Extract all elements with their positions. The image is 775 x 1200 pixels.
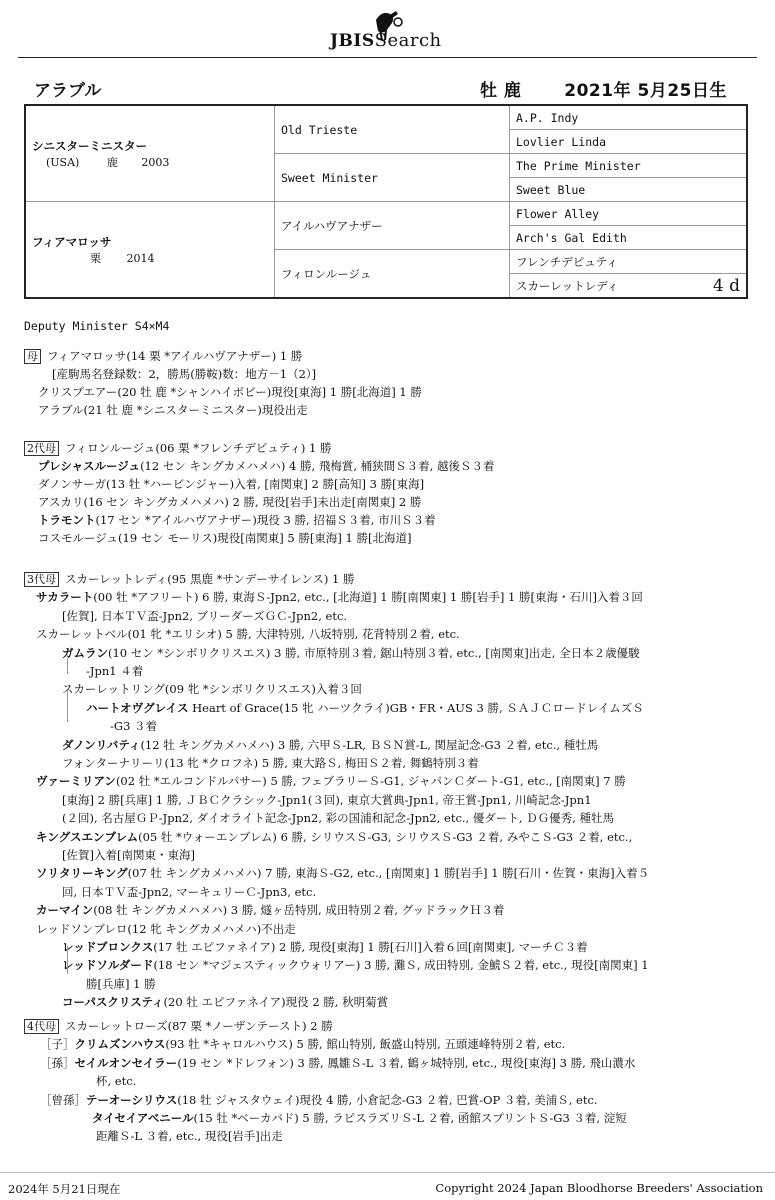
family-line — [110, 718, 157, 734]
black-type-horse[interactable]: カーマイン — [36, 903, 94, 918]
black-type-horse[interactable]: サカラート — [36, 590, 94, 605]
family-line — [24, 440, 331, 456]
line-text: (19 セン *ドレフォン) 3 勝, 鳳雛Ｓ-L ３着, 鶴ヶ城特別, etc., 現役[東海] 3 勝, 飛山濃水 — [177, 1055, 636, 1070]
dd-dam-cell — [510, 274, 748, 299]
line-text: (17 セン *アイルハヴアナザー)現役 3 勝, 招福Ｓ３着, 市川Ｓ３着 — [95, 513, 436, 527]
family-line — [38, 530, 411, 546]
line-text: フィロンルージュ(06 栗 *フレンチデピュティ) 1 勝 — [65, 441, 332, 455]
family-line — [62, 939, 588, 955]
line-text: スカーレットレディ(95 黒鹿 *サンデーサイレンス) 1 勝 — [65, 572, 355, 586]
black-type-horse[interactable]: キングスエンブレム — [36, 829, 139, 844]
line-text: スカーレットベル(01 牝 *エリシオ) 5 勝, 大津特別, 八坂特別, 花背特別２着, etc. — [36, 627, 460, 642]
family-line — [62, 737, 598, 753]
family-line — [36, 865, 649, 881]
ds-dam-cell[interactable]: Arch's Gal Edith — [510, 226, 748, 250]
line-text: (２回), 名古屋ＧＰ-Jpn2, ダイオライト記念-Jpn2, 彩の国浦和記念-Jpn2, etc., 優ダート, ＤＧ優秀, 種牡馬 — [62, 811, 614, 826]
black-type-horse[interactable]: プレシャスルージュ — [38, 459, 141, 473]
indent-bar — [67, 658, 68, 674]
family-line — [86, 976, 156, 992]
line-text: Heart of Grace(15 牝 ハーツクライ)GB・FR・AUS 3 勝, ＳＡＪＣロードレイムズＳ — [188, 700, 644, 715]
footer-copyright: Copyright 2024 Japan Bloodhorse Breeders' Association — [435, 1181, 763, 1195]
horse-sex-color: 牡 鹿 — [480, 81, 522, 101]
family-line — [62, 957, 649, 973]
black-type-horse[interactable]: ガムラン — [62, 645, 108, 660]
line-text: -G3 ３着 — [110, 719, 158, 734]
ss-dam-cell[interactable]: Lovlier Linda — [510, 130, 748, 154]
line-text: (08 牡 キングカメハメハ) 3 勝, 燧ヶ岳特別, 成田特別２着, グッドラックＨ３着 — [93, 903, 505, 918]
family-line — [24, 1018, 333, 1034]
footer-divider — [0, 1172, 775, 1173]
black-type-horse[interactable]: ダノンリバティ — [62, 737, 141, 752]
line-text: -Jpn1 ４着 — [86, 664, 144, 678]
family-line — [38, 476, 424, 492]
family-line — [62, 810, 614, 826]
inbreeding-note: Deputy Minister S4×M4 — [24, 319, 170, 333]
dam-name[interactable]: フィアマロッサ — [32, 234, 112, 249]
sire-sire-cell[interactable]: Old Trieste — [275, 105, 510, 154]
horse-birth: 2021年 5月25日生 — [564, 81, 727, 101]
dam-dam-cell[interactable]: フィロンルージュ — [275, 250, 510, 299]
line-text: [産駒馬名登録数：2，勝馬(勝鞍)数：地方－1（2）] — [52, 367, 317, 381]
indent-bar — [67, 946, 68, 974]
family-line — [24, 571, 355, 587]
family-line — [36, 773, 626, 789]
family-line — [96, 1073, 136, 1089]
line-text: スカーレットローズ(87 栗 *ノーザンテースト) 2 勝 — [65, 1019, 333, 1033]
family-line — [52, 366, 316, 382]
ss-sire-cell[interactable]: A.P. Indy — [510, 105, 748, 130]
line-text: (17 牡 エピファネイア) 2 勝, 現役[東海] 1 勝[石川]入着６回[南関東], マーチＣ３着 — [153, 940, 588, 954]
line-text: クリスプエアー(20 牡 鹿 *シャンハイボビー)現役[東海] 1 勝[北海道] 1 勝 — [38, 385, 422, 399]
relation-label: ［曾孫］ — [40, 1092, 86, 1107]
line-text: (18 セン *マジェスティックウォリアー) 3 勝, 灘Ｓ, 成田特別, 金鯱Ｓ２着, etc., 現役[南関東] 1 — [153, 958, 649, 973]
family-line — [62, 645, 640, 661]
line-text: アラブル(21 牡 鹿 *シニスターミニスター)現役出走 — [38, 403, 308, 417]
family-line — [40, 1055, 635, 1071]
family-code: 4 d — [712, 276, 740, 296]
dam-cell — [25, 202, 275, 299]
sd-sire-cell[interactable]: The Prime Minister — [510, 154, 748, 178]
black-type-horse[interactable]: コーパスクリスティ — [62, 995, 164, 1010]
line-text: フィアマロッサ(14 栗 *アイルハヴアナザー) 1 勝 — [47, 349, 303, 363]
line-text: 回, 日本ＴＶ盃-Jpn2, マーキュリーＣ-Jpn3, etc. — [62, 884, 317, 899]
dam-sire-cell[interactable]: アイルハヴアナザー — [275, 202, 510, 250]
footer-date: 2024年 5月21日現在 — [8, 1182, 121, 1196]
line-text: (93 牡 *キャロルハウス) 5 勝, 館山特別, 飯盛山特別, 五頭連峰特別２着, etc. — [165, 1037, 566, 1052]
line-text: (07 牡 キングカメハメハ) 7 勝, 東海Ｓ-G2, etc., [南関東] 1 勝[岩手] 1 勝[石川・佐賀・東海]入着５ — [127, 866, 650, 881]
line-text: (10 セン *シンボリクリスエス) 3 勝, 市原特別３着, 鋸山特別３着, etc., [南関東]出走, 全日本２歳優駿 — [108, 645, 640, 660]
horse-name: アラブル — [34, 81, 102, 101]
black-type-horse[interactable]: セイルオンセイラー — [74, 1055, 178, 1070]
black-type-horse[interactable]: レッドソルダード — [62, 958, 154, 973]
ds-sire-cell[interactable]: Flower Alley — [510, 202, 748, 226]
pedigree-table — [24, 104, 748, 299]
line-text: (12 セン キングカメハメハ) 4 勝, 飛梅賞, 桶狭間Ｓ３着, 越後Ｓ３着 — [140, 459, 495, 473]
line-text: (18 牡 ジャスタウェイ)現役 4 勝, 小倉記念-G3 ２着, 巴賞-OP ３着, 美浦Ｓ, etc. — [177, 1092, 598, 1107]
dd-sire-cell[interactable]: フレンチデピュティ — [510, 250, 748, 274]
relation-label: ［孫］ — [40, 1055, 75, 1070]
line-text: (02 牡 *エルコンドルパサー) 5 勝, フェブラリーＳ-G1, ジャパンＣダート-G1, etc., [南関東] 7 勝 — [115, 774, 626, 789]
line-text: フォンターナリーリ(13 牝 *クロフネ) 5 勝, 東大路Ｓ, 梅田Ｓ２着, 舞鶴特別３着 — [62, 756, 479, 770]
family-line — [24, 348, 302, 364]
line-text: 距離Ｓ-L ３着, etc., 現役[岩手]出走 — [96, 1129, 283, 1144]
family-line — [62, 608, 347, 624]
black-type-horse[interactable]: トラモント — [38, 513, 96, 527]
family-line — [86, 663, 143, 679]
line-text: [佐賀]入着[南関東・東海] — [62, 848, 195, 862]
generation-tag: 3代母 — [24, 572, 59, 587]
generation-tag: 2代母 — [24, 441, 59, 456]
dd-dam-name[interactable]: スカーレットレディ — [516, 278, 619, 293]
sire-info: (USA) 鹿 2003 — [46, 155, 170, 169]
family-line — [62, 994, 388, 1010]
family-line — [38, 402, 308, 418]
family-line — [96, 1128, 283, 1144]
logo-search: Search — [374, 30, 442, 51]
black-type-horse[interactable]: ヴァーミリアン — [36, 774, 116, 789]
family-line — [36, 589, 643, 605]
line-text: (00 牡 *アフリート) 6 勝, 東海Ｓ-Jpn2, etc., [北海道] 1 勝[南関東] 1 勝[岩手] 1 勝[東海・石川]入着３回 — [93, 590, 643, 605]
family-line — [36, 829, 632, 845]
family-line — [62, 792, 592, 808]
family-line — [40, 1036, 565, 1052]
generation-tag: 4代母 — [24, 1019, 59, 1034]
line-text: (20 牡 エピファネイア)現役 2 勝, 秋明菊賞 — [163, 995, 389, 1010]
line-text: アスカリ(16 セン キングカメハメハ) 2 勝, 現役[岩手]未出走[南関東] 2 勝 — [38, 495, 422, 509]
black-type-horse[interactable]: ソリタリーキング — [36, 866, 128, 881]
family-line — [38, 384, 422, 400]
line-text: レッドソンブレロ(12 牝 キングカメハメハ)不出走 — [36, 921, 296, 936]
family-line — [36, 902, 504, 918]
line-text: (05 牡 *ウォーエンブレム) 6 勝, シリウスＳ-G3, シリウスＳ-G3 ２着, みやこＳ-G3 ２着, etc., — [138, 829, 633, 844]
family-line — [36, 921, 296, 937]
header-divider — [18, 57, 757, 58]
family-line — [38, 494, 421, 510]
dam-info: 栗 2014 — [90, 251, 155, 265]
family-line — [38, 458, 494, 474]
family-line — [36, 626, 460, 642]
family-line — [86, 700, 644, 716]
relation-label: ［子］ — [40, 1037, 75, 1052]
black-type-horse[interactable]: レッドブロンクス — [62, 940, 154, 954]
line-text: ダノンサーガ(13 牡 *ハービンジャー)入着, [南関東] 2 勝[高知] 3 勝[東海] — [38, 477, 425, 491]
black-type-horse[interactable]: テーオーシリウス — [86, 1092, 178, 1107]
line-text: [東海] 2 勝[兵庫] 1 勝, ＪＢＣクラシック-Jpn1(３回), 東京大賞典-Jpn1, 帝王賞-Jpn1, 川崎記念-Jpn1 — [62, 792, 592, 807]
family-line — [62, 884, 316, 900]
black-type-horse[interactable]: タイセイアベニール — [92, 1111, 194, 1125]
family-line — [92, 1110, 627, 1126]
sd-dam-cell[interactable]: Sweet Blue — [510, 178, 748, 202]
black-type-horse[interactable]: ハートオヴグレイス — [86, 700, 189, 715]
indent-bar — [67, 690, 68, 722]
sire-dam-cell[interactable]: Sweet Minister — [275, 154, 510, 202]
line-text: (12 牡 キングカメハメハ) 3 勝, 六甲Ｓ-LR, ＢＳＮ賞-L, 関屋記念-G3 ２着, etc., 種牡馬 — [140, 737, 599, 752]
line-text: 勝[兵庫] 1 勝 — [86, 976, 156, 991]
line-text: スカーレットリング(09 牝 *シンボリクリスエス)入着３回 — [62, 682, 362, 697]
logo-text — [330, 30, 442, 51]
family-line — [62, 755, 479, 771]
sire-cell — [25, 105, 275, 202]
logo-jbis: JBIS — [330, 31, 375, 51]
horse-meta — [480, 76, 727, 101]
line-text: (15 牡 *ベーカバド) 5 勝, ラピスラズリＳ-L ２着, 函館スプリントＳ-G3 ３着, 淀短 — [193, 1111, 627, 1125]
family-line — [40, 1092, 598, 1108]
line-text: [佐賀], 日本ＴＶ盃-Jpn2, ブリーダーズＧＣ-Jpn2, etc. — [62, 608, 348, 623]
sire-name[interactable]: シニスターミニスター — [32, 138, 147, 153]
black-type-horse[interactable]: クリムズンハウス — [74, 1037, 166, 1052]
line-text: コスモルージュ(19 セン モーリス)現役[南関東] 5 勝[東海] 1 勝[北海道] — [38, 531, 412, 545]
line-text: 杯, etc. — [96, 1074, 137, 1089]
family-line — [62, 681, 362, 697]
family-line — [62, 847, 195, 863]
generation-tag: 母 — [24, 349, 41, 364]
family-line — [38, 512, 436, 528]
